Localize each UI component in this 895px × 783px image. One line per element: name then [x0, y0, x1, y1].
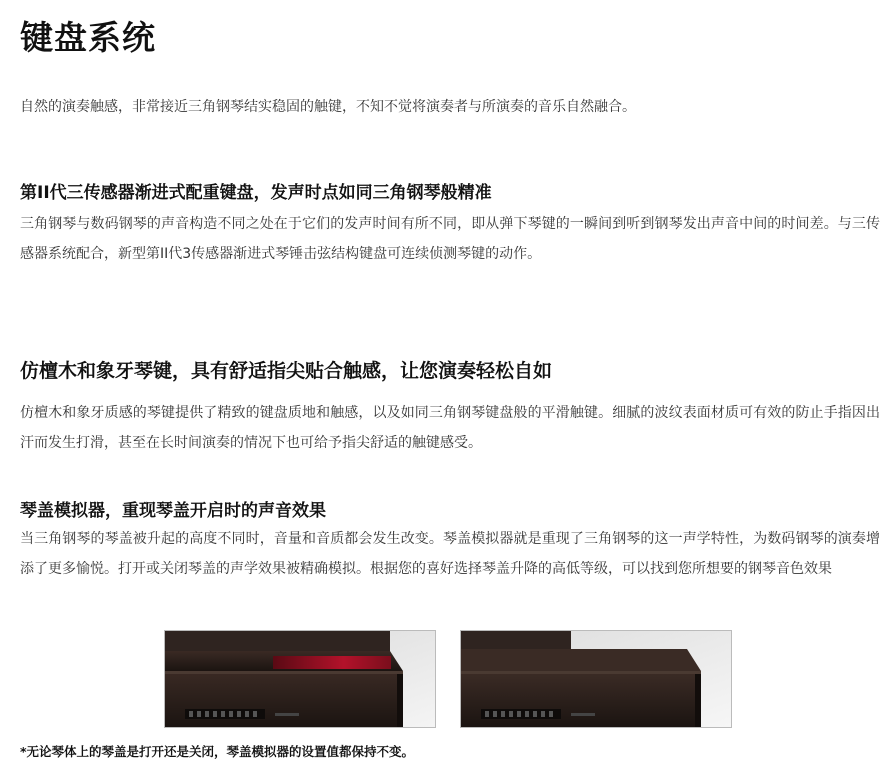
page-title: 键盘系统 — [20, 18, 156, 57]
section-heading-lid-simulator: 琴盖模拟器，重现琴盖开启时的声音效果 — [20, 501, 326, 521]
section-body-lid-simulator: 当三角钢琴的琴盖被升起的高度不同时，音量和音质都会发生改变。琴盖模拟器就是重现了三角钢琴的这一声学特性，为数码钢琴的演奏增添了更多愉悦。打开或关闭琴盖的声学效果被精确模拟。根据您的喜好选择琴盖升降的高低等级，可以找到您所想要的钢琴音色效果 — [20, 531, 880, 577]
section-heading-sensor-keyboard: 第II代三传感器渐进式配重键盘，发声时点如同三角钢琴般精准 — [20, 183, 492, 203]
section-heading-ivory-keys: 仿檀木和象牙琴键，具有舒适指尖贴合触感，让您演奏轻松自如 — [20, 360, 553, 382]
piano-lid-open-photo-icon — [165, 631, 435, 727]
section-body-sensor-keyboard: 三角钢琴与数码钢琴的声音构造不同之处在于它们的发声时间有所不同，即从弹下琴键的一瞬间到听到钢琴发出声音中间的时间差。与三传感器系统配合，新型第II代3传感器渐进式琴锤击弦结构键盘可连续侦测琴键的动作。 — [20, 216, 880, 262]
section-body-ivory-keys: 仿檀木和象牙质感的琴键提供了精致的键盘质地和触感，以及如同三角钢琴键盘般的平滑触键。细腻的波纹表面材质可有效的防止手指因出汗而发生打滑，甚至在长时间演奏的情况下也可给予指尖舒适的触键感受。 — [20, 405, 880, 451]
intro-text: 自然的演奏触感，非常接近三角钢琴结实稳固的触键，不知不觉将演奏者与所演奏的音乐自然融合。 — [20, 99, 636, 115]
piano-lid-closed-image — [460, 630, 732, 728]
piano-lid-open-image — [164, 630, 436, 728]
piano-lid-closed-photo-icon — [461, 631, 731, 727]
footnote: *无论琴体上的琴盖是打开还是关闭，琴盖模拟器的设置值都保持不变。 — [20, 744, 415, 759]
